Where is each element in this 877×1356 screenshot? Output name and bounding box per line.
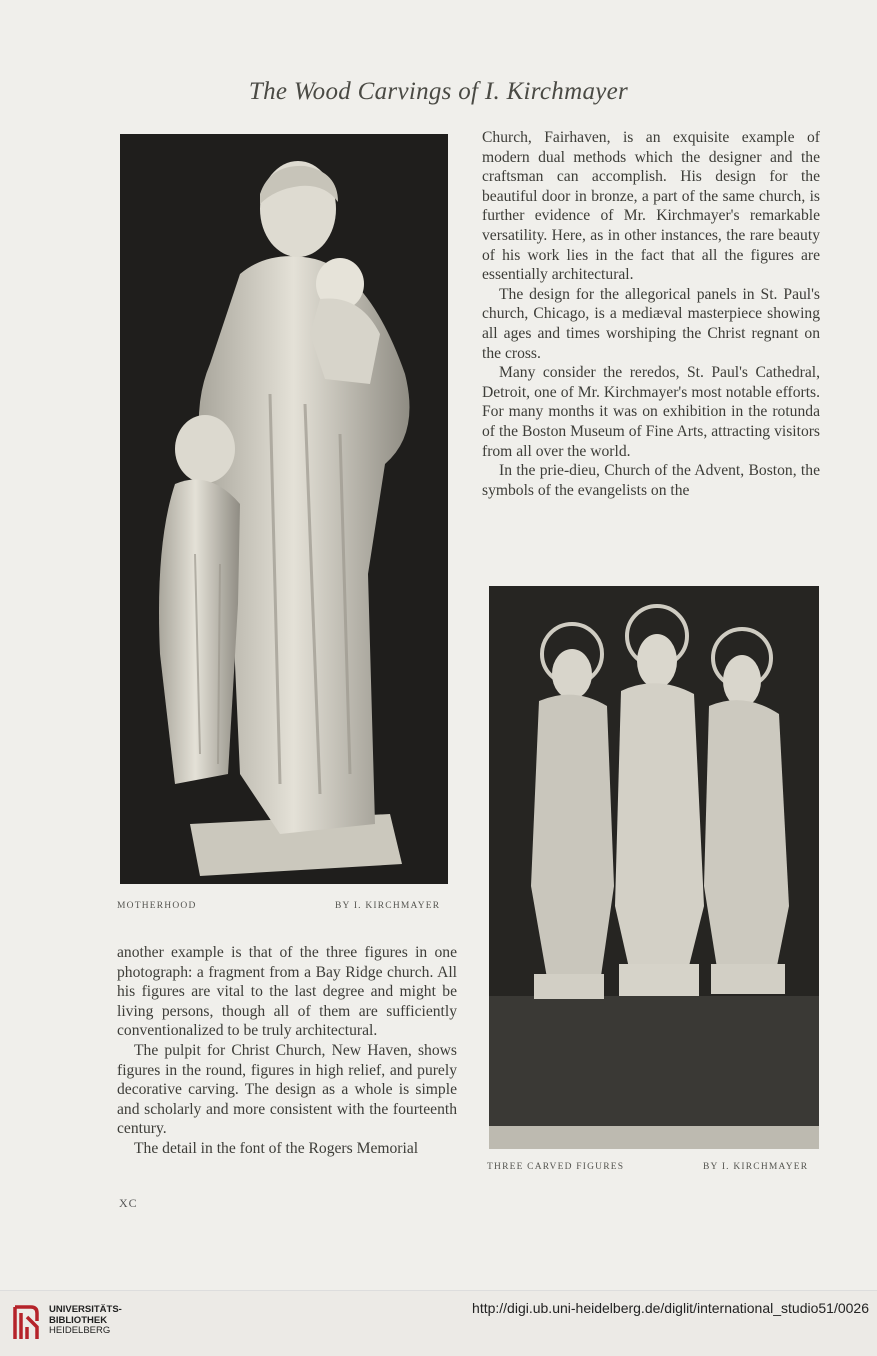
right-text-column bbox=[482, 128, 820, 500]
paragraph: The detail in the font of the Rogers Memorial bbox=[134, 1139, 419, 1157]
permalink-url[interactable]: http://digi.ub.uni-heidelberg.de/diglit/international_studio51/0026 bbox=[472, 1300, 869, 1316]
paragraph: another example is that of the three figures in one photograph: a fragment from a Bay Ridge church. All his figures are vital to the last degree and might be living persons, though all of them are sufficiently conventionalized to be truly architectural. bbox=[117, 944, 457, 1040]
paragraph: In the prie-dieu, Church of the Advent, Boston, the symbols of the evangelists on the bbox=[482, 462, 820, 499]
three-figures-caption-title: THREE CARVED FIGURES bbox=[487, 1162, 625, 1172]
motherhood-caption-title: MOTHERHOOD bbox=[117, 901, 197, 911]
paragraph: Church, Fairhaven, is an exquisite example of modern dual methods which the designer and the craftsman can accomplish. His design for the beautiful door in bronze, a part of the same church, is further evidence of Mr. Kirchmayer's remarkable versatility. Here, as in other instances, the rare beauty of his work lies in the fact that all the figures are essentially architectural. bbox=[482, 129, 820, 284]
library-name bbox=[49, 1305, 122, 1337]
three-figures-caption-credit: BY I. KIRCHMAYER bbox=[703, 1162, 809, 1172]
paragraph: Many consider the reredos, St. Paul's Cathedral, Detroit, one of Mr. Kirchmayer's most notable efforts. For many months it was on exhibition in the rotunda of the Boston Museum of Fine Arts, attracting visitors from all over the world. bbox=[482, 364, 820, 460]
library-name-line: UNIVERSITÄTS- bbox=[49, 1304, 122, 1315]
library-name-line: HEIDELBERG bbox=[49, 1325, 111, 1336]
paragraph: The pulpit for Christ Church, New Haven, shows figures in the round, figures in high relief, and purely decorative carving. The design as a whole is simple and scholarly and more consistent with the fourteenth century. bbox=[117, 1041, 457, 1138]
paragraph: The design for the allegorical panels in St. Paul's church, Chicago, is a mediæval masterpiece showing all ages and times worshiping the Christ regnant on the cross. bbox=[482, 285, 820, 362]
motherhood-photograph bbox=[120, 134, 448, 884]
motherhood-caption-credit: BY I. KIRCHMAYER bbox=[335, 901, 441, 911]
three-carved-figures-photograph bbox=[489, 586, 819, 1149]
running-header: The Wood Carvings of I. Kirchmayer bbox=[248, 78, 629, 105]
left-text-column bbox=[117, 943, 457, 1159]
library-name-line: BIBLIOTHEK bbox=[49, 1314, 108, 1326]
heidelberg-library-logo-icon[interactable] bbox=[11, 1303, 41, 1343]
page-number: XC bbox=[119, 1196, 138, 1210]
